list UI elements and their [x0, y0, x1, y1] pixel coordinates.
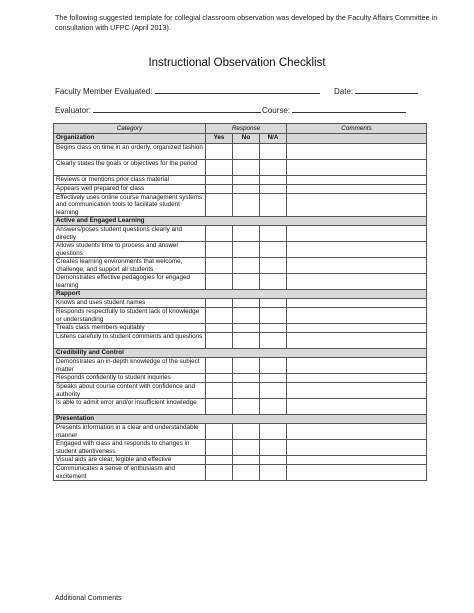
evaluator-field — [55, 104, 261, 115]
yes-cell[interactable] — [206, 440, 233, 456]
criterion-text: Appears well prepared for class — [54, 185, 206, 194]
comments-cell[interactable] — [287, 144, 427, 160]
na-cell[interactable] — [260, 176, 287, 185]
no-cell[interactable] — [233, 456, 260, 465]
comments-cell[interactable] — [287, 242, 427, 258]
section-header-row — [54, 290, 427, 299]
checklist-row — [54, 333, 427, 349]
na-cell[interactable] — [260, 226, 287, 242]
section-header-row — [54, 415, 427, 424]
criterion-text: Creates learning environments that welcome, challenge, and support all students — [54, 258, 206, 274]
date-label: Date: — [334, 87, 354, 96]
comments-cell[interactable] — [287, 299, 427, 308]
no-cell[interactable] — [233, 242, 260, 258]
organization-subheader-row — [54, 134, 427, 144]
section-title: Rapport — [54, 290, 427, 299]
na-cell[interactable] — [260, 440, 287, 456]
no-cell[interactable] — [233, 374, 260, 383]
criterion-text: Begins class on time in an orderly, organized fashion — [54, 144, 206, 160]
yes-cell[interactable] — [206, 194, 233, 217]
comments-cell[interactable] — [287, 424, 427, 440]
na-cell[interactable] — [260, 299, 287, 308]
faculty-member-label: Faculty Member Evaluated: — [55, 87, 153, 96]
no-cell[interactable] — [233, 185, 260, 194]
comments-cell[interactable] — [287, 324, 427, 333]
checklist-row — [54, 424, 427, 440]
response-header: Response — [206, 124, 287, 134]
na-cell[interactable] — [260, 465, 287, 481]
section-header-row — [54, 349, 427, 358]
yes-cell[interactable] — [206, 274, 233, 290]
criterion-text: Presents information in a clear and understandable manner — [54, 424, 206, 440]
additional-comments-label: Additional Comments — [55, 595, 122, 602]
no-cell[interactable] — [233, 424, 260, 440]
checklist-row — [54, 144, 427, 160]
comments-subheader-cell — [287, 134, 427, 144]
comments-cell[interactable] — [287, 399, 427, 415]
no-cell[interactable] — [233, 274, 260, 290]
na-cell[interactable] — [260, 274, 287, 290]
yes-cell[interactable] — [206, 424, 233, 440]
date-field — [334, 85, 418, 96]
na-cell[interactable] — [260, 383, 287, 399]
comments-cell[interactable] — [287, 176, 427, 185]
course-label: Course: — [262, 106, 291, 115]
criterion-text: Is able to admit error and/or insufficient knowledge — [54, 399, 206, 415]
no-cell[interactable] — [233, 299, 260, 308]
category-header: Category — [54, 124, 206, 134]
evaluator-line[interactable] — [93, 104, 261, 113]
na-cell[interactable] — [260, 308, 287, 324]
date-line[interactable] — [355, 85, 418, 94]
na-cell[interactable] — [260, 358, 287, 374]
comments-cell[interactable] — [287, 160, 427, 176]
comments-cell[interactable] — [287, 308, 427, 324]
criterion-text: Effectively uses online course management systems and communication tools to facilitate student learning — [54, 194, 206, 217]
checklist-row — [54, 274, 427, 290]
yes-cell[interactable] — [206, 160, 233, 176]
observation-table — [53, 123, 427, 481]
checklist-row — [54, 440, 427, 456]
no-cell[interactable] — [233, 194, 260, 217]
course-field — [262, 104, 406, 115]
section-header-row — [54, 217, 427, 226]
criterion-text: Responds respectfully to student lack of knowledge or understanding — [54, 308, 206, 324]
checklist-row — [54, 358, 427, 374]
no-cell[interactable] — [233, 358, 260, 374]
criterion-text: Allows students time to process and answer questions — [54, 242, 206, 258]
na-cell[interactable] — [260, 333, 287, 349]
checklist-row — [54, 258, 427, 274]
na-cell[interactable] — [260, 399, 287, 415]
yes-cell[interactable] — [206, 399, 233, 415]
yes-cell[interactable] — [206, 226, 233, 242]
checklist-row — [54, 383, 427, 399]
evaluator-label: Evaluator: — [55, 106, 92, 115]
criterion-text: Treats class members equitably — [54, 324, 206, 333]
criterion-text: Speaks about course content with confidence and authority — [54, 383, 206, 399]
criterion-text: Clearly states the goals or objectives for the period — [54, 160, 206, 176]
yes-cell[interactable] — [206, 185, 233, 194]
na-cell[interactable] — [260, 160, 287, 176]
yes-cell[interactable] — [206, 374, 233, 383]
criterion-text: Visual aids are clear, legible and effective — [54, 456, 206, 465]
na-cell[interactable] — [260, 424, 287, 440]
checklist-row — [54, 226, 427, 242]
checklist-row — [54, 374, 427, 383]
yes-cell[interactable] — [206, 383, 233, 399]
no-cell[interactable] — [233, 160, 260, 176]
checklist-row — [54, 299, 427, 308]
faculty-member-line[interactable] — [155, 85, 320, 94]
na-cell[interactable] — [260, 194, 287, 217]
yes-cell[interactable] — [206, 358, 233, 374]
section-title: Presentation — [54, 415, 427, 424]
na-cell[interactable] — [260, 242, 287, 258]
comments-cell[interactable] — [287, 465, 427, 481]
na-header: N/A — [260, 134, 287, 144]
comments-header: Comments — [287, 124, 427, 134]
comments-cell[interactable] — [287, 274, 427, 290]
criterion-text: Responds confidently to student inquiries — [54, 374, 206, 383]
comments-cell[interactable] — [287, 374, 427, 383]
na-cell[interactable] — [260, 258, 287, 274]
comments-cell[interactable] — [287, 456, 427, 465]
comments-cell[interactable] — [287, 226, 427, 242]
criterion-text: Listens carefully to student comments and questions — [54, 333, 206, 349]
criterion-text: Answers/poses student questions clearly and directly — [54, 226, 206, 242]
yes-cell[interactable] — [206, 465, 233, 481]
organization-label: Organization — [54, 134, 206, 144]
checklist-row — [54, 399, 427, 415]
intro-note: The following suggested template for collegial classroom observation was developed by the Faculty Affairs Committee in consultation with UFPC (April 2013). — [55, 13, 438, 32]
yes-cell[interactable] — [206, 242, 233, 258]
yes-cell[interactable] — [206, 456, 233, 465]
yes-cell[interactable] — [206, 333, 233, 349]
checklist-row — [54, 194, 427, 217]
comments-cell[interactable] — [287, 333, 427, 349]
checklist-row — [54, 456, 427, 465]
comments-cell[interactable] — [287, 440, 427, 456]
no-cell[interactable] — [233, 258, 260, 274]
yes-cell[interactable] — [206, 258, 233, 274]
checklist-row — [54, 308, 427, 324]
checklist-row — [54, 185, 427, 194]
yes-cell[interactable] — [206, 324, 233, 333]
na-cell[interactable] — [260, 324, 287, 333]
checklist-row — [54, 324, 427, 333]
no-cell[interactable] — [233, 333, 260, 349]
page-title: Instructional Observation Checklist — [148, 57, 326, 69]
na-cell[interactable] — [260, 374, 287, 383]
comments-cell[interactable] — [287, 358, 427, 374]
yes-cell[interactable] — [206, 299, 233, 308]
criterion-text: Demonstrates effective pedagogies for engaged learning — [54, 274, 206, 290]
faculty-member-field — [55, 85, 320, 96]
section-title: Credibility and Control — [54, 349, 427, 358]
comments-cell[interactable] — [287, 185, 427, 194]
checklist-row — [54, 242, 427, 258]
no-cell[interactable] — [233, 399, 260, 415]
no-cell[interactable] — [233, 226, 260, 242]
no-cell[interactable] — [233, 324, 260, 333]
criterion-text: Communicates a sense of enthusiasm and excitement — [54, 465, 206, 481]
criterion-text: Knows and uses student names — [54, 299, 206, 308]
criterion-text: Engaged with class and responds to changes in student attentiveness — [54, 440, 206, 456]
no-header: No — [233, 134, 260, 144]
yes-cell[interactable] — [206, 308, 233, 324]
no-cell[interactable] — [233, 440, 260, 456]
na-cell[interactable] — [260, 185, 287, 194]
checklist-row — [54, 465, 427, 481]
course-line[interactable] — [292, 104, 406, 113]
yes-cell[interactable] — [206, 144, 233, 160]
na-cell[interactable] — [260, 456, 287, 465]
na-cell[interactable] — [260, 144, 287, 160]
no-cell[interactable] — [233, 383, 260, 399]
criterion-text: Reviews or mentions prior class material — [54, 176, 206, 185]
checklist-row — [54, 160, 427, 176]
no-cell[interactable] — [233, 144, 260, 160]
yes-cell[interactable] — [206, 176, 233, 185]
comments-cell[interactable] — [287, 194, 427, 217]
no-cell[interactable] — [233, 176, 260, 185]
comments-cell[interactable] — [287, 258, 427, 274]
no-cell[interactable] — [233, 308, 260, 324]
yes-header: Yes — [206, 134, 233, 144]
criterion-text: Demonstrates an in-depth knowledge of the subject matter — [54, 358, 206, 374]
no-cell[interactable] — [233, 465, 260, 481]
checklist-row — [54, 176, 427, 185]
section-title: Active and Engaged Learning — [54, 217, 427, 226]
comments-cell[interactable] — [287, 383, 427, 399]
